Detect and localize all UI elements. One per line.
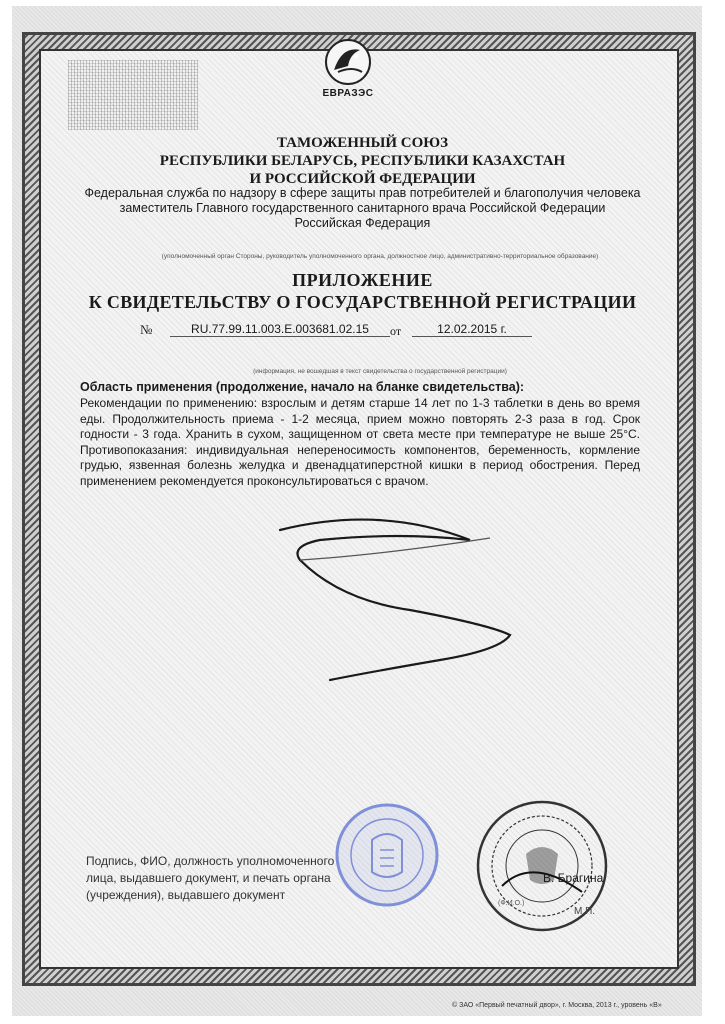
seal-place-label: М.П. — [574, 906, 596, 917]
scope-title: Область применения (продолжение, начало на бланке свидетельства): — [80, 380, 525, 394]
eurasec-emblem — [312, 36, 384, 108]
emblem-label: ЕВРАЗЭС — [322, 88, 374, 99]
union-line-1: ТАМОЖЕННЫЙ СОЮЗ — [276, 135, 449, 151]
registration-number: RU.77.99.11.003.Е.003681.02.15 — [170, 322, 390, 337]
registration-line — [140, 322, 610, 342]
org-line-2: заместитель Главного государственного санитарного врача Российской Федерации — [119, 201, 606, 215]
scan-noise-patch — [68, 60, 198, 130]
union-line-3: И РОССИЙСКОЙ ФЕДЕРАЦИИ — [249, 171, 476, 187]
scope-body: Рекомендации по применению: взрослым и детям старше 14 лет по 1-3 таблетки в день во время еды. Продолжительность приема - 1-2 месяца, прием можно повторять 2-3 раза в год. Срок годности - 3 года. Хранить в сухом, защищенном от света месте при температуре не выше 25°С. Противопоказания: индивидуальная непереносимость компонентов, беременность, кормление грудью, язвенная болезнь желудка и двенадцатиперстной кишки в период обострения. Перед применением рекомендуется проконсультироваться с врачом. — [80, 396, 640, 488]
appendix-title: ПРИЛОЖЕНИЕ — [292, 270, 433, 290]
registration-caption: (информация, не вошедшая в текст свидетельства о государственной регистрации) — [253, 368, 507, 375]
union-heading — [60, 134, 665, 188]
appendix-subtitle: К СВИДЕТЕЛЬСТВУ О ГОСУДАРСТВЕННОЙ РЕГИСТРАЦИИ — [88, 292, 637, 312]
sig-caption-line-3: (учреждения), выдавшего документ — [86, 888, 286, 902]
fio-caption: (Ф.И.О.) — [498, 900, 525, 907]
number-label: № — [140, 322, 153, 337]
printer-note: © ЗАО «Первый печатный двор», г. Москва, 2013 г., уровень «В» — [452, 1002, 662, 1009]
authority-caption: (уполномоченный орган Стороны, руководитель уполномоченного органа, должностное лицо, административно-территориальное образование) — [161, 253, 599, 260]
registration-date: 12.02.2015 г. — [412, 322, 532, 337]
handwritten-signature — [260, 510, 520, 700]
eurasec-emblem-icon — [312, 36, 384, 88]
sig-caption-line-2: лица, выдавшего документ, и печать органа — [86, 871, 331, 885]
date-label: от — [390, 324, 402, 338]
issuing-authority — [60, 186, 665, 231]
org-line-1: Федеральная служба по надзору в сфере защиты прав потребителей и благополучия человека — [84, 186, 641, 200]
org-line-3: Российская Федерация — [294, 216, 431, 230]
union-line-2: РЕСПУБЛИКИ БЕЛАРУСЬ, РЕСПУБЛИКИ КАЗАХСТАН — [159, 153, 566, 169]
blue-seal-icon — [332, 800, 442, 910]
sig-caption-line-1: Подпись, ФИО, должность уполномоченного — [86, 854, 335, 868]
signer-name: В. Брагина — [543, 871, 604, 885]
